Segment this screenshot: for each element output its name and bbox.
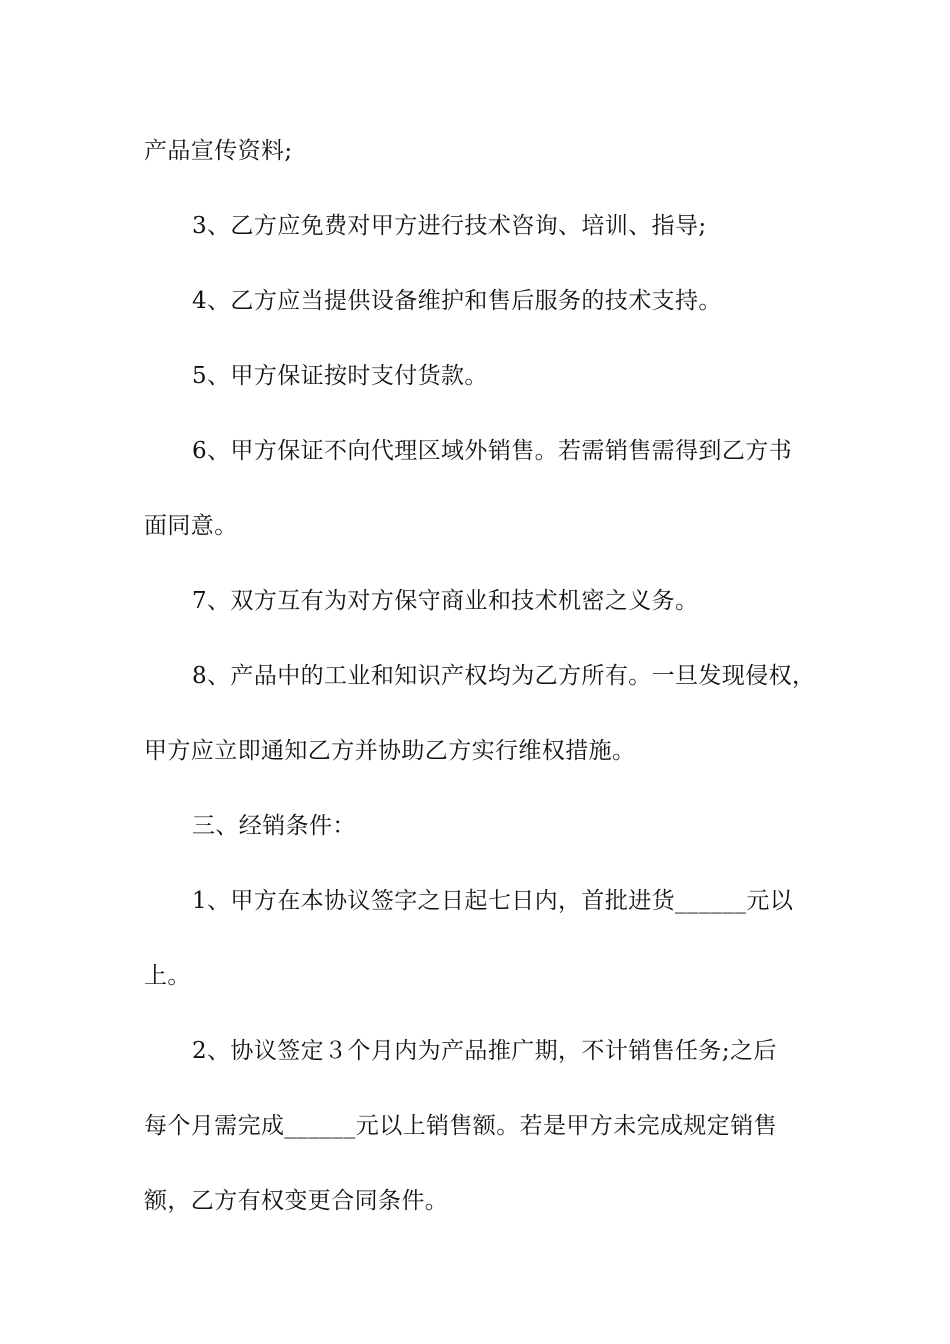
- clause-3: 3、乙方应免费对甲方进行技术咨询、培训、指导;: [192, 213, 707, 239]
- condition-1: 1、甲方在本协议签字之日起七日内，首批进货______元以: [192, 888, 794, 914]
- clause-8-continued: 甲方应立即通知乙方并协助乙方实行维权措施。: [144, 738, 636, 764]
- condition-2-end: 额，乙方有权变更合同条件。: [144, 1188, 449, 1214]
- section-heading-3: 三、经销条件：: [192, 813, 356, 839]
- clause-7: 7、双方互有为对方保守商业和技术机密之义务。: [192, 588, 699, 614]
- clause-6-continued: 面同意。: [144, 513, 238, 539]
- text-line-1: 产品宣传资料;: [144, 138, 293, 164]
- condition-1-continued: 上。: [144, 963, 191, 989]
- clause-4: 4、乙方应当提供设备维护和售后服务的技术支持。: [192, 288, 722, 314]
- clause-6: 6、甲方保证不向代理区域外销售。若需销售需得到乙方书: [192, 438, 793, 464]
- condition-2: 2、协议签定３个月内为产品推广期，不计销售任务;之后: [192, 1038, 777, 1064]
- clause-5: 5、甲方保证按时支付货款。: [192, 363, 488, 389]
- condition-2-continued: 每个月需完成______元以上销售额。若是甲方未完成规定销售: [144, 1113, 777, 1139]
- clause-8: 8、产品中的工业和知识产权均为乙方所有。一旦发现侵权，: [192, 663, 816, 689]
